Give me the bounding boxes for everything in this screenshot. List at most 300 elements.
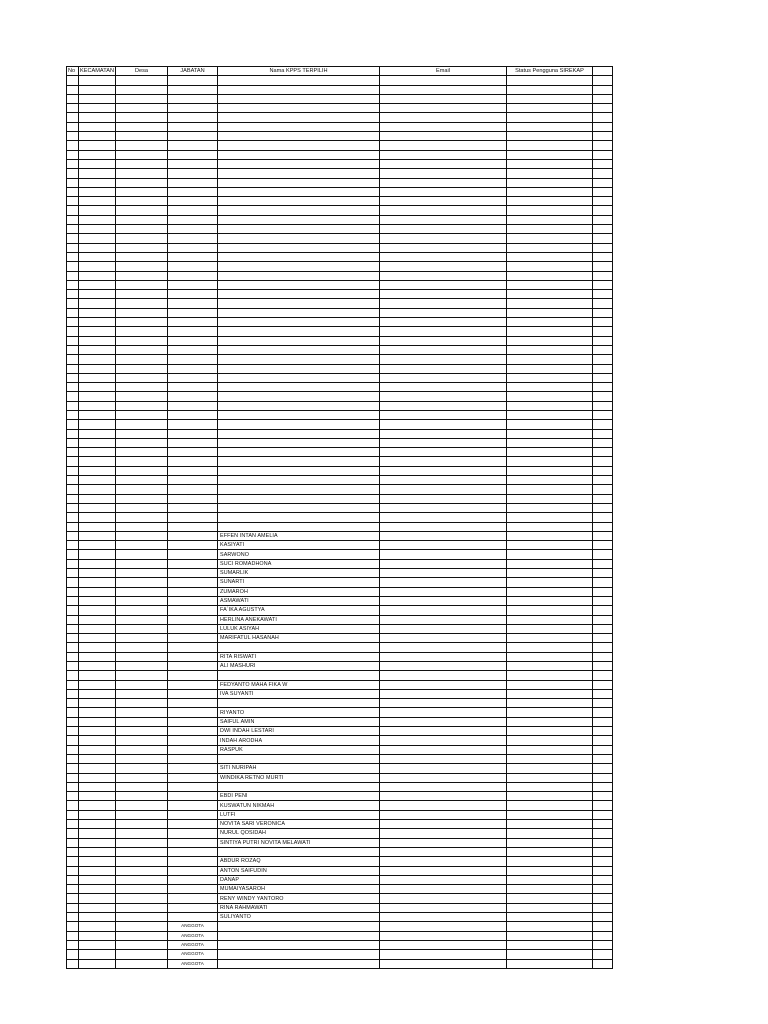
cell-extra	[593, 476, 613, 485]
cell-desa	[116, 494, 168, 503]
cell-extra	[593, 727, 613, 736]
cell-status	[507, 271, 593, 280]
cell-kecamatan	[79, 708, 116, 717]
table-row	[67, 466, 613, 475]
cell-kecamatan	[79, 531, 116, 540]
cell-email	[380, 132, 507, 141]
cell-status	[507, 940, 593, 949]
cell-extra	[593, 392, 613, 401]
cell-jabatan	[168, 448, 218, 457]
cell-nama	[218, 290, 380, 299]
cell-desa	[116, 280, 168, 289]
table-row	[67, 652, 613, 661]
cell-jabatan	[168, 336, 218, 345]
table-row	[67, 689, 613, 698]
cell-nama	[218, 485, 380, 494]
cell-email	[380, 596, 507, 605]
table-row	[67, 857, 613, 866]
cell-nama	[218, 476, 380, 485]
cell-kecamatan	[79, 940, 116, 949]
cell-nama: FEDYANTO MAHA FIKA W	[218, 680, 380, 689]
cell-nama	[218, 318, 380, 327]
cell-email	[380, 225, 507, 234]
cell-desa	[116, 950, 168, 959]
cell-extra	[593, 429, 613, 438]
cell-status	[507, 838, 593, 847]
cell-status	[507, 624, 593, 633]
cell-nama	[218, 847, 380, 856]
cell-email	[380, 922, 507, 931]
cell-nama: ZUMAROH	[218, 587, 380, 596]
cell-no	[67, 225, 79, 234]
cell-status	[507, 503, 593, 512]
cell-no	[67, 866, 79, 875]
cell-email	[380, 355, 507, 364]
cell-jabatan	[168, 299, 218, 308]
cell-desa	[116, 513, 168, 522]
cell-desa	[116, 922, 168, 931]
cell-jabatan	[168, 150, 218, 159]
cell-jabatan	[168, 252, 218, 261]
cell-desa	[116, 401, 168, 410]
table-row	[67, 782, 613, 791]
cell-kecamatan	[79, 513, 116, 522]
cell-desa	[116, 178, 168, 187]
cell-status	[507, 234, 593, 243]
cell-email	[380, 829, 507, 838]
cell-email	[380, 280, 507, 289]
cell-no	[67, 913, 79, 922]
table-row	[67, 522, 613, 531]
cell-nama	[218, 327, 380, 336]
cell-email	[380, 364, 507, 373]
cell-email	[380, 680, 507, 689]
cell-no	[67, 634, 79, 643]
cell-jabatan	[168, 438, 218, 447]
table-row	[67, 736, 613, 745]
cell-jabatan	[168, 615, 218, 624]
cell-no	[67, 104, 79, 113]
cell-jabatan	[168, 290, 218, 299]
cell-kecamatan	[79, 169, 116, 178]
cell-email	[380, 345, 507, 354]
cell-email	[380, 271, 507, 280]
cell-kecamatan	[79, 420, 116, 429]
cell-kecamatan	[79, 410, 116, 419]
cell-kecamatan	[79, 922, 116, 931]
table-row	[67, 299, 613, 308]
cell-no	[67, 234, 79, 243]
table-row	[67, 494, 613, 503]
cell-extra	[593, 885, 613, 894]
cell-status	[507, 736, 593, 745]
cell-kecamatan	[79, 327, 116, 336]
cell-desa	[116, 764, 168, 773]
cell-kecamatan	[79, 885, 116, 894]
cell-jabatan	[168, 838, 218, 847]
cell-desa	[116, 773, 168, 782]
cell-status	[507, 717, 593, 726]
table-row	[67, 820, 613, 829]
cell-jabatan	[168, 699, 218, 708]
cell-jabatan: ANGGOTA	[168, 922, 218, 931]
table-row	[67, 187, 613, 196]
cell-extra	[593, 494, 613, 503]
cell-no	[67, 252, 79, 261]
header-desa: Desa	[116, 67, 168, 76]
cell-extra	[593, 513, 613, 522]
cell-jabatan	[168, 429, 218, 438]
cell-email	[380, 494, 507, 503]
cell-kecamatan	[79, 364, 116, 373]
cell-status	[507, 615, 593, 624]
cell-no	[67, 448, 79, 457]
cell-status	[507, 754, 593, 763]
cell-no	[67, 708, 79, 717]
cell-no	[67, 243, 79, 252]
cell-no	[67, 457, 79, 466]
cell-kecamatan	[79, 159, 116, 168]
cell-kecamatan	[79, 764, 116, 773]
cell-status	[507, 569, 593, 578]
cell-status	[507, 122, 593, 131]
cell-nama	[218, 159, 380, 168]
cell-kecamatan	[79, 438, 116, 447]
cell-kecamatan	[79, 113, 116, 122]
cell-nama	[218, 950, 380, 959]
cell-jabatan	[168, 847, 218, 856]
cell-kecamatan	[79, 559, 116, 568]
cell-nama	[218, 699, 380, 708]
cell-no	[67, 801, 79, 810]
table-row	[67, 773, 613, 782]
cell-email	[380, 736, 507, 745]
cell-no	[67, 736, 79, 745]
cell-email	[380, 754, 507, 763]
cell-jabatan	[168, 717, 218, 726]
cell-extra	[593, 569, 613, 578]
cell-desa	[116, 410, 168, 419]
table-row	[67, 708, 613, 717]
cell-desa	[116, 159, 168, 168]
cell-nama: LUTFI	[218, 810, 380, 819]
cell-no	[67, 857, 79, 866]
cell-status	[507, 373, 593, 382]
cell-status	[507, 345, 593, 354]
cell-kecamatan	[79, 308, 116, 317]
table-row	[67, 94, 613, 103]
cell-extra	[593, 262, 613, 271]
cell-status	[507, 327, 593, 336]
cell-desa	[116, 531, 168, 540]
cell-kecamatan	[79, 717, 116, 726]
cell-desa	[116, 234, 168, 243]
cell-extra	[593, 197, 613, 206]
cell-desa	[116, 113, 168, 122]
cell-jabatan	[168, 345, 218, 354]
cell-nama: RINA RAHMAWATI	[218, 903, 380, 912]
cell-no	[67, 503, 79, 512]
cell-no	[67, 624, 79, 633]
cell-extra	[593, 364, 613, 373]
table-row	[67, 485, 613, 494]
cell-kecamatan	[79, 736, 116, 745]
cell-extra	[593, 922, 613, 931]
table-row	[67, 243, 613, 252]
cell-no	[67, 764, 79, 773]
cell-extra	[593, 234, 613, 243]
cell-nama: SUMARLIK	[218, 569, 380, 578]
cell-desa	[116, 448, 168, 457]
cell-kecamatan	[79, 271, 116, 280]
cell-email	[380, 717, 507, 726]
cell-extra	[593, 773, 613, 782]
cell-kecamatan	[79, 485, 116, 494]
cell-jabatan: ANGGOTA	[168, 950, 218, 959]
cell-kecamatan	[79, 596, 116, 605]
cell-desa	[116, 141, 168, 150]
cell-status	[507, 318, 593, 327]
cell-jabatan	[168, 689, 218, 698]
cell-no	[67, 85, 79, 94]
cell-kecamatan	[79, 847, 116, 856]
cell-extra	[593, 373, 613, 382]
cell-no	[67, 485, 79, 494]
cell-jabatan	[168, 503, 218, 512]
cell-kecamatan	[79, 401, 116, 410]
cell-no	[67, 792, 79, 801]
cell-nama: INDAH ARODHA	[218, 736, 380, 745]
cell-extra	[593, 169, 613, 178]
table-row	[67, 885, 613, 894]
cell-jabatan	[168, 383, 218, 392]
cell-kecamatan	[79, 280, 116, 289]
cell-status	[507, 671, 593, 680]
cell-email	[380, 587, 507, 596]
cell-status	[507, 606, 593, 615]
cell-extra	[593, 438, 613, 447]
cell-kecamatan	[79, 913, 116, 922]
table-row	[67, 615, 613, 624]
table-row	[67, 104, 613, 113]
cell-kecamatan	[79, 652, 116, 661]
cell-nama	[218, 355, 380, 364]
cell-nama	[218, 383, 380, 392]
cell-status	[507, 141, 593, 150]
cell-desa	[116, 206, 168, 215]
table-row	[67, 634, 613, 643]
cell-kecamatan	[79, 624, 116, 633]
cell-desa	[116, 541, 168, 550]
cell-status	[507, 847, 593, 856]
cell-extra	[593, 596, 613, 605]
cell-desa	[116, 392, 168, 401]
cell-status	[507, 448, 593, 457]
cell-email	[380, 420, 507, 429]
cell-nama	[218, 215, 380, 224]
cell-no	[67, 355, 79, 364]
cell-nama	[218, 271, 380, 280]
cell-status	[507, 643, 593, 652]
cell-desa	[116, 745, 168, 754]
cell-jabatan	[168, 792, 218, 801]
cell-extra	[593, 652, 613, 661]
cell-nama	[218, 141, 380, 150]
cell-status	[507, 587, 593, 596]
cell-kecamatan	[79, 448, 116, 457]
cell-desa	[116, 225, 168, 234]
cell-desa	[116, 940, 168, 949]
table-row	[67, 271, 613, 280]
cell-desa	[116, 355, 168, 364]
cell-jabatan	[168, 132, 218, 141]
cell-nama	[218, 187, 380, 196]
cell-nama: LULUK ASIYAH	[218, 624, 380, 633]
cell-no	[67, 280, 79, 289]
cell-kecamatan	[79, 215, 116, 224]
table-row	[67, 150, 613, 159]
cell-no	[67, 643, 79, 652]
table-row	[67, 280, 613, 289]
cell-jabatan	[168, 318, 218, 327]
cell-kecamatan	[79, 383, 116, 392]
cell-status	[507, 866, 593, 875]
cell-nama	[218, 438, 380, 447]
cell-email	[380, 931, 507, 940]
cell-status	[507, 280, 593, 289]
cell-jabatan	[168, 773, 218, 782]
cell-email	[380, 782, 507, 791]
cell-status	[507, 513, 593, 522]
cell-desa	[116, 373, 168, 382]
table-row	[67, 438, 613, 447]
cell-nama: IVA SUYANTI	[218, 689, 380, 698]
cell-desa	[116, 169, 168, 178]
table-row	[67, 132, 613, 141]
cell-desa	[116, 931, 168, 940]
cell-jabatan	[168, 866, 218, 875]
cell-no	[67, 606, 79, 615]
cell-no	[67, 345, 79, 354]
cell-jabatan	[168, 513, 218, 522]
header-nama: Nama KPPS TERPILIH	[218, 67, 380, 76]
cell-email	[380, 104, 507, 113]
cell-nama: ABDUR ROZAQ	[218, 857, 380, 866]
cell-extra	[593, 820, 613, 829]
cell-kecamatan	[79, 773, 116, 782]
cell-nama: FA`IKA AGUSTYA	[218, 606, 380, 615]
cell-desa	[116, 624, 168, 633]
cell-kecamatan	[79, 476, 116, 485]
cell-email	[380, 773, 507, 782]
cell-jabatan	[168, 225, 218, 234]
cell-kecamatan	[79, 903, 116, 912]
cell-desa	[116, 596, 168, 605]
cell-nama	[218, 922, 380, 931]
cell-kecamatan	[79, 569, 116, 578]
cell-status	[507, 531, 593, 540]
cell-extra	[593, 280, 613, 289]
cell-email	[380, 429, 507, 438]
cell-no	[67, 615, 79, 624]
cell-nama	[218, 420, 380, 429]
table-row	[67, 606, 613, 615]
cell-desa	[116, 345, 168, 354]
header-email: Email	[380, 67, 507, 76]
cell-nama	[218, 345, 380, 354]
table-row	[67, 838, 613, 847]
cell-status	[507, 206, 593, 215]
cell-extra	[593, 290, 613, 299]
cell-desa	[116, 652, 168, 661]
cell-no	[67, 689, 79, 698]
table-row	[67, 141, 613, 150]
cell-email	[380, 308, 507, 317]
cell-nama	[218, 457, 380, 466]
cell-desa	[116, 708, 168, 717]
table-row	[67, 401, 613, 410]
cell-kecamatan	[79, 550, 116, 559]
cell-extra	[593, 950, 613, 959]
cell-no	[67, 150, 79, 159]
table-row	[67, 671, 613, 680]
cell-no	[67, 94, 79, 103]
cell-status	[507, 764, 593, 773]
cell-status	[507, 810, 593, 819]
table-row	[67, 643, 613, 652]
cell-no	[67, 373, 79, 382]
table-row	[67, 252, 613, 261]
cell-email	[380, 810, 507, 819]
cell-extra	[593, 76, 613, 85]
cell-extra	[593, 857, 613, 866]
cell-status	[507, 829, 593, 838]
cell-desa	[116, 857, 168, 866]
cell-desa	[116, 85, 168, 94]
cell-status	[507, 652, 593, 661]
cell-desa	[116, 503, 168, 512]
table-row	[67, 550, 613, 559]
cell-jabatan	[168, 829, 218, 838]
table-row	[67, 169, 613, 178]
cell-desa	[116, 717, 168, 726]
cell-desa	[116, 197, 168, 206]
cell-extra	[593, 624, 613, 633]
cell-email	[380, 578, 507, 587]
cell-email	[380, 187, 507, 196]
cell-jabatan	[168, 662, 218, 671]
cell-status	[507, 782, 593, 791]
cell-extra	[593, 782, 613, 791]
cell-jabatan	[168, 875, 218, 884]
cell-kecamatan	[79, 85, 116, 94]
table-row	[67, 745, 613, 754]
cell-kecamatan	[79, 243, 116, 252]
cell-kecamatan	[79, 318, 116, 327]
cell-status	[507, 197, 593, 206]
cell-kecamatan	[79, 373, 116, 382]
cell-kecamatan	[79, 745, 116, 754]
cell-nama	[218, 197, 380, 206]
cell-status	[507, 885, 593, 894]
cell-desa	[116, 420, 168, 429]
cell-desa	[116, 801, 168, 810]
cell-desa	[116, 457, 168, 466]
cell-nama	[218, 959, 380, 968]
cell-nama	[218, 178, 380, 187]
cell-no	[67, 810, 79, 819]
cell-jabatan	[168, 262, 218, 271]
